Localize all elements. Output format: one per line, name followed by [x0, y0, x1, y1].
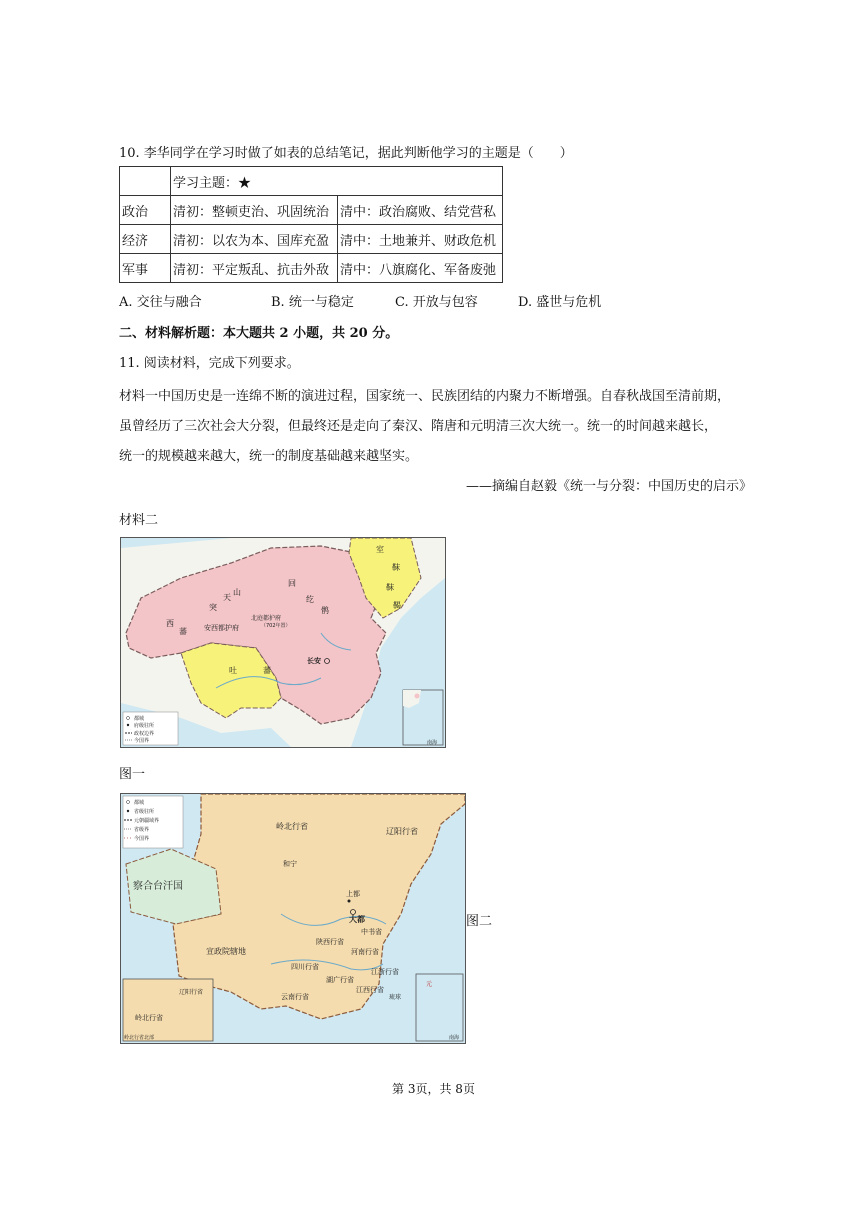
map2-label-liuqiu: 琉球 — [389, 994, 402, 1001]
map2-inset-sea-caption: 南海 — [449, 1035, 460, 1041]
question-11-stem: 11. 阅读材料，完成下列要求。 — [119, 356, 300, 371]
map2-inset-liaoyang: 辽阳行省 — [179, 989, 204, 996]
option-c[interactable]: C. 开放与包容 — [395, 295, 478, 310]
map2-inset-north-caption: 岭北行省北部 — [124, 1035, 155, 1041]
map2-label-jiangzhe: 江浙行省 — [371, 968, 399, 976]
figure-1-caption: 图一 — [119, 767, 146, 782]
map2-label-sichuan: 四川行省 — [291, 963, 319, 971]
map1-legend-capital: 都城 — [134, 716, 145, 722]
map2-label-zhongshu: 中书省 — [361, 928, 382, 936]
map1-label-huihe2: 纥 — [306, 595, 314, 604]
map1-label-tujue: 突 — [209, 603, 217, 612]
map1-label-tubo1: 吐 — [229, 666, 237, 675]
shangdu-marker — [348, 900, 351, 903]
map2-legend-capital: 都城 — [134, 800, 145, 806]
map2-inset-lingbei: 岭北行省 — [135, 1014, 163, 1022]
map1-label-tianshan: 天 — [223, 593, 231, 602]
map2-label-shaanxi: 陕西行省 — [316, 938, 344, 946]
material-1-line: 材料一中国历史是一连绵不断的演进过程，国家统一、民族团结的内聚力不断增强。自春秋战国至清前期， — [119, 389, 731, 404]
map1-inset-label: 南海 — [427, 740, 438, 746]
material-1-line: 虽曾经历了三次社会大分裂，但最终还是走向了秦汉、隋唐和元明清三次大统一。统一的时间越来越长， — [119, 419, 718, 434]
map1-legend-border: 政权边界 — [134, 731, 155, 737]
map1-label-huihe3: 鹘 — [321, 606, 329, 615]
table-row — [120, 225, 503, 254]
yuan-dynasty-map — [120, 793, 466, 1044]
field-cell: 政治 — [120, 196, 171, 225]
early-qing-cell: 清初：以农为本、国库充盈 — [171, 225, 338, 254]
map2-label-shangdu: 上都 — [346, 890, 360, 898]
map1-label-shiwei2: 靺 — [386, 583, 394, 592]
map1-label-shan: 山 — [233, 588, 241, 597]
map2-legend-modern: 今国界 — [134, 836, 150, 842]
map2-label-liaoyang: 辽阳行省 — [386, 827, 418, 836]
option-d[interactable]: D. 盛世与危机 — [518, 295, 602, 310]
map1-legend-modern: 今国界 — [134, 738, 150, 744]
summary-notes-table — [119, 166, 503, 283]
map2-label-jiangxi: 江西行省 — [356, 986, 384, 994]
section-2-heading: 二、材料解析题：本大题共 2 小题，共 20 分。 — [119, 326, 399, 341]
map2-label-dadu: 大都 — [349, 915, 365, 924]
table-row — [120, 254, 503, 283]
map1-label-mohe: 靺 — [392, 563, 400, 572]
map1-label-beiting-year: （702年置） — [261, 623, 291, 629]
map1-label-changan: 长安 — [307, 657, 321, 665]
map1-label-tubo2: 蕃 — [263, 666, 271, 675]
map2-label-yunnan: 云南行省 — [281, 993, 309, 1001]
citation: ——摘编自赵毅《统一与分裂：中国历史的启示》 — [465, 479, 752, 494]
map2-label-helin: 和宁 — [283, 860, 297, 868]
map2-inset-yuan: 元 — [426, 981, 433, 988]
map2-label-xuanzheng: 宣政院辖地 — [206, 947, 246, 956]
page-footer: 第 3页，共 8页 — [392, 1082, 475, 1096]
map2-legend-seat: 省级驻所 — [134, 809, 155, 815]
material-2-label: 材料二 — [119, 513, 159, 528]
map1-label-huihe1: 回 — [288, 579, 296, 588]
table-row — [120, 167, 503, 196]
map2-legend-prov: 省级界 — [134, 827, 150, 833]
study-theme-cell: 学习主题：★ — [171, 167, 503, 196]
question-10-stem: 10. 李华同学在学习时做了如表的总结笔记，据此判断他学习的主题是（ ） — [119, 146, 573, 161]
option-b[interactable]: B. 统一与稳定 — [271, 295, 354, 310]
material-1-line: 统一的规模越来越大，统一的制度基础越来越坚实。 — [119, 449, 419, 464]
map1-label-shiwei: 室 — [376, 545, 384, 554]
map2-label-huguang: 湖广行省 — [326, 976, 354, 984]
early-qing-cell: 清初：平定叛乱、抗击外敌 — [171, 254, 338, 283]
map2-label-henan: 河南行省 — [351, 948, 379, 956]
tang-dynasty-map — [120, 537, 446, 748]
mid-qing-cell: 清中：八旗腐化、军备废弛 — [338, 254, 503, 283]
map2-label-chagatai: 察合台汗国 — [133, 881, 183, 892]
map1-legend-gov: 府级驻所 — [134, 723, 155, 729]
material-1-text — [119, 382, 759, 472]
early-qing-cell: 清初：整顿吏治、巩固统治 — [171, 196, 338, 225]
table-row — [120, 196, 503, 225]
map2-label-lingbei: 岭北行省 — [276, 822, 308, 831]
mid-qing-cell: 清中：政治腐败、结党营私 — [338, 196, 503, 225]
mid-qing-cell: 清中：土地兼并、财政危机 — [338, 225, 503, 254]
map2-legend-border: 元朝疆域界 — [134, 818, 160, 824]
map1-label-jiao: 蕃 — [179, 627, 187, 636]
map1-label-anxi: 安西都护府 — [204, 624, 239, 632]
field-cell: 军事 — [120, 254, 171, 283]
map1-label-mohe2: 鞨 — [393, 601, 401, 610]
option-a[interactable]: A. 交往与融合 — [119, 295, 202, 310]
table-cell — [120, 167, 171, 196]
map1-label-xi: 西 — [166, 619, 174, 628]
figure-2-caption: 图二 — [466, 914, 493, 929]
field-cell: 经济 — [120, 225, 171, 254]
map1-label-beiting: 北庭都护府 — [251, 615, 282, 622]
